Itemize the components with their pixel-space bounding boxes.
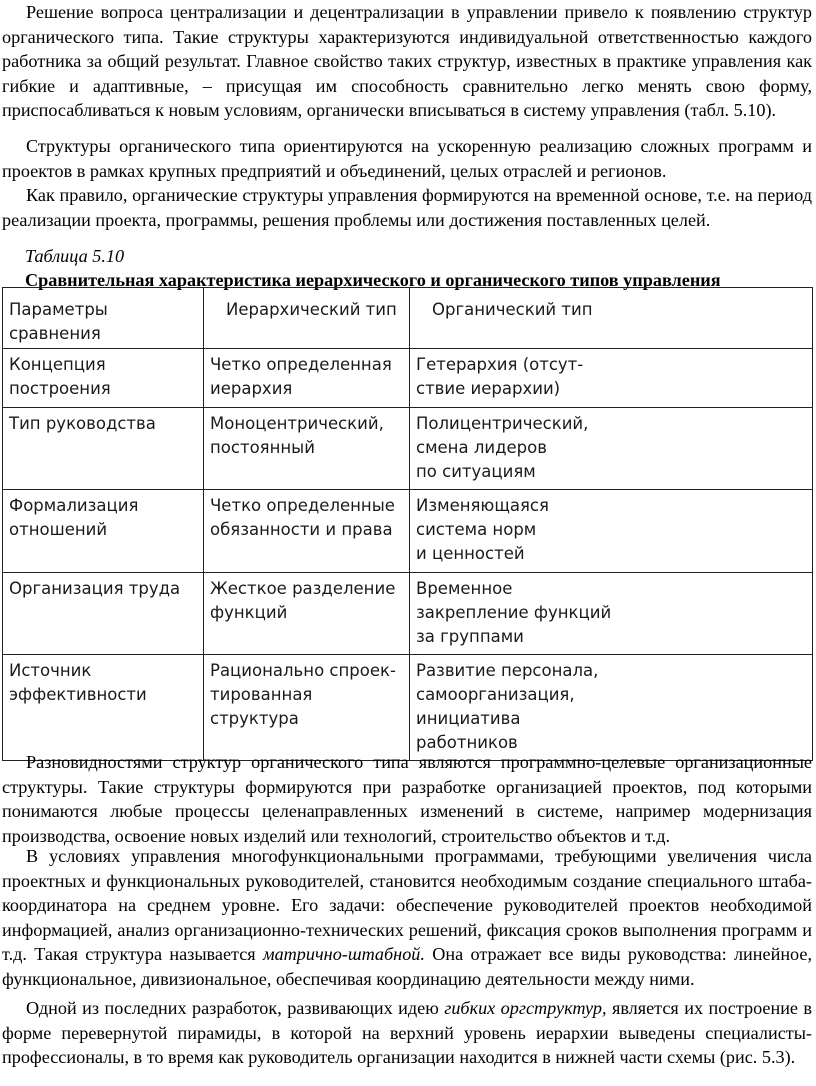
- header-cell: Иерархический тип: [204, 288, 410, 349]
- cell-line: Источник: [9, 661, 92, 680]
- table-row: [3, 349, 813, 408]
- org-cell: [410, 490, 813, 573]
- table-number: Таблица 5.10: [25, 246, 125, 266]
- hier-cell: [204, 349, 410, 408]
- org-cell: [410, 349, 813, 408]
- cell-line: Полицентрический,: [416, 414, 589, 433]
- cell-line: Развитие персонала,: [416, 661, 599, 680]
- cell-line: отношений: [9, 520, 108, 539]
- cell-line: Тип руководства: [9, 414, 156, 433]
- cell-line: Рационально спроек-: [210, 661, 396, 680]
- paragraph-matrix-staff: [2, 844, 812, 992]
- cell-line: построения: [9, 379, 111, 398]
- emphasis-term: гибких оргструктур,: [444, 998, 607, 1018]
- param-cell: [3, 490, 204, 573]
- cell-line: закрепление функций: [416, 603, 612, 622]
- emphasis-term: матрично-штабной.: [262, 944, 425, 965]
- org-cell: [410, 573, 813, 655]
- paragraph-text: Решение вопроса централизации и децентрализации в управлении привело к появлению структур органического типа. Такие структуры характеризуются индивидуальной ответственностью каждого работника за общий результат. Главное свойство таких структур, известных в практике управления как гибкие и адаптивные, – присущая им способность сравнительно легко менять свою форму, приспосабливаться к новым условиям, органически вписываться в систему управления (табл. 5.10).: [2, 2, 812, 121]
- paragraph-text: является их построение в форме перевернутой пирамиды, в которой на верхний уровень иерархии выведены специалисты-профессионалы, в то время как руководитель организации находится в нижней части схемы (рис. 5.3).: [2, 998, 813, 1068]
- cell-line: Гетерархия (отсут-: [416, 355, 584, 374]
- paragraph-text: Одной из последних разработок, развивающих идею: [26, 998, 439, 1018]
- cell-line: постоянный: [210, 438, 315, 457]
- org-cell: [410, 408, 813, 490]
- hier-cell: [204, 408, 410, 490]
- cell-line: Формализация: [9, 496, 139, 515]
- cell-line: обязанности и права: [210, 520, 393, 539]
- cell-line: за группами: [416, 627, 524, 646]
- hier-cell: [204, 573, 410, 655]
- header-cell: Органический тип: [410, 288, 813, 349]
- cell-line: тированная структура: [210, 685, 313, 728]
- cell-line: самоорганизация,: [416, 685, 575, 704]
- paragraph-inverted-pyramid: [2, 996, 812, 1070]
- param-cell: [3, 408, 204, 490]
- header-cell: Параметры сравнения: [3, 288, 204, 349]
- cell-line: смена лидеров: [416, 438, 547, 457]
- paragraph-text: Разновидностями структур органического типа являются программно-целевые организационные структуры. Такие структуры формируются при разработке организацией проектов, под которыми понимаются любые процессы целенаправленных изменений в системе, например модернизация производства, освоение новых изделий или технологий, строительство объектов и т.д.: [2, 752, 812, 846]
- table-row: [3, 490, 813, 573]
- table-title: Сравнительная характеристика иерархического и органического типов управления: [25, 270, 721, 290]
- comparison-table: [2, 287, 813, 761]
- table-row: [3, 408, 813, 490]
- paragraph-centralization: [2, 0, 812, 123]
- org-cell: [410, 655, 813, 761]
- cell-line: Концепция: [9, 355, 106, 374]
- cell-line: по ситуациям: [416, 462, 536, 481]
- table-header-row: [3, 288, 813, 349]
- cell-line: эффективности: [9, 685, 147, 704]
- cell-line: функций: [210, 603, 288, 622]
- paragraph-program-target: [2, 750, 812, 848]
- hier-cell: [204, 490, 410, 573]
- param-cell: [3, 349, 204, 408]
- param-cell: [3, 655, 204, 761]
- cell-line: работников: [416, 733, 518, 752]
- table-row: [3, 573, 813, 655]
- cell-line: Моноцентрический,: [210, 414, 384, 433]
- cell-line: ствие иерархии): [416, 379, 561, 398]
- paragraph-text: Как правило, органические структуры управления формируются на временной основе, т.е. на период реализации проекта, программы, решения проблемы или достижения поставленных целей.: [2, 185, 812, 230]
- table-row: [3, 655, 813, 761]
- cell-line: инициатива: [416, 709, 521, 728]
- cell-line: Временное: [416, 579, 513, 598]
- param-cell: [3, 573, 204, 655]
- paragraph-programs: [2, 134, 812, 183]
- cell-line: Жесткое разделение: [210, 579, 396, 598]
- cell-line: Четко определенная: [210, 355, 392, 374]
- cell-line: Организация труда: [9, 579, 181, 598]
- cell-line: иерархия: [210, 379, 293, 398]
- cell-line: Четко определенные: [210, 496, 395, 515]
- paragraph-text: В условиях управления многофункциональными программами, требующими увеличения числа проектных и функциональных руководителей, становится необходимым создание специального штаба-координатора на среднем уровне. Его задачи: обеспечение руководителей проектов необходимой информацией, анализ организационно-технических решений, фиксация сроков выполнения программ и т.д. Такая структура называется: [2, 846, 812, 965]
- cell-line: Изменяющаяся: [416, 496, 549, 515]
- paragraph-text: Она отражает все виды руководства: линейное, функциональное, дивизиональное, обеспечивая координацию деятельности между ними.: [2, 944, 812, 989]
- paragraph-temporary: [2, 183, 812, 232]
- paragraph-text: Структуры органического типа ориентируются на ускоренную реализацию сложных программ и проектов в рамках крупных предприятий и объединений, целых отраслей и регионов.: [2, 136, 812, 181]
- hier-cell: [204, 655, 410, 761]
- cell-line: система норм: [416, 520, 537, 539]
- cell-line: и ценностей: [416, 544, 525, 563]
